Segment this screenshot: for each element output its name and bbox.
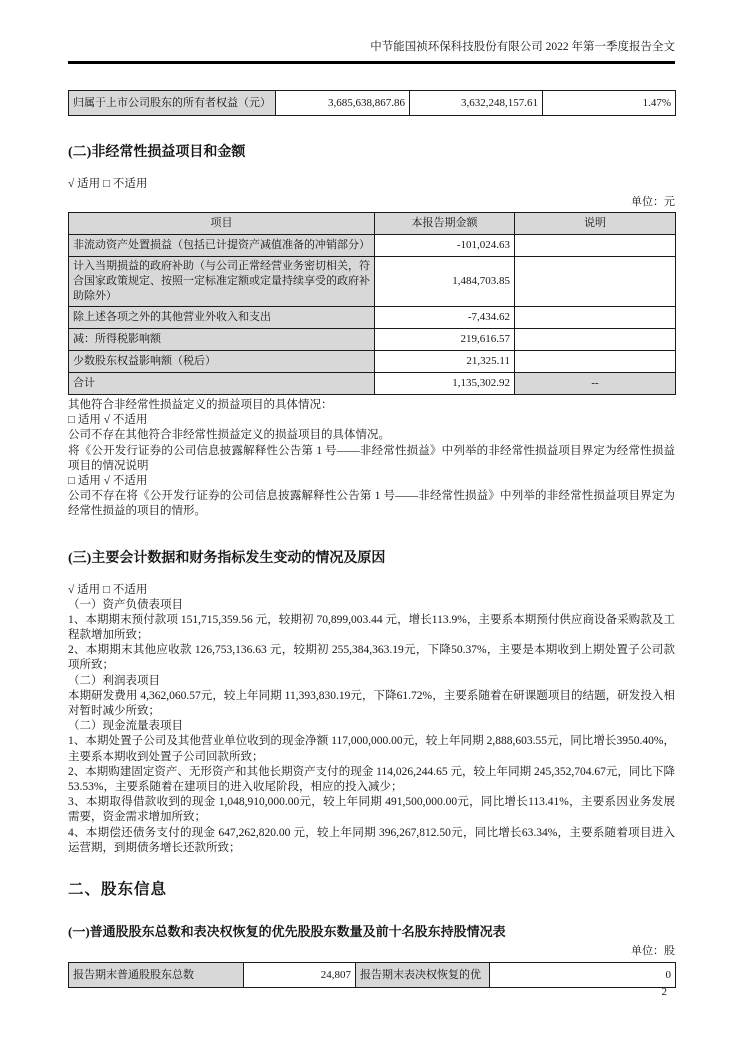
table-row — [69, 91, 676, 116]
section-changes-heading: (三)主要会计数据和财务指标发生变动的情况及原因 — [68, 550, 386, 566]
table-header-row — [69, 213, 676, 235]
table-row — [69, 329, 676, 351]
paragraph: 2、本期购建固定资产、无形资产和其他长期资产支付的现金 114,026,244.65 元，较上年同期 245,352,704.67元，同比下降53.53%，主要系随着在建项目的进入收尾阶段，相应的投入减少； — [68, 765, 675, 794]
equity-previous-value: 3,632,248,157.61 — [410, 91, 543, 116]
nonrecurring-notes — [68, 398, 675, 520]
paragraph: 3、本期取得借款收到的现金 1,048,910,000.00元，较上年同期 491,500,000.00元，同比增长113.41%，主要系因业务发展需要，资金需求增加所致； — [68, 796, 675, 824]
paragraph: 1、本期处置子公司及其他营业单位收到的现金净额 117,000,000.00元，较上年同期 2,888,603.55元，同比增长3950.40%，主要系本期收到处置子公司回款所致； — [68, 735, 675, 763]
col-header-note: 说明 — [515, 213, 676, 235]
row-note — [515, 307, 676, 329]
row-note — [515, 351, 676, 373]
row-item-label: 少数股东权益影响额（税后） — [69, 351, 375, 373]
page-header — [68, 40, 675, 64]
paragraph: 本期研发费用 4,362,060.57元，较上年同期 11,393,830.19元，下降61.72%，主要系随着在研课题项目的结题，研发投入相对暂时减少所致； — [68, 689, 675, 718]
paragraph: （二）现金流量表项目 — [68, 720, 183, 733]
section-nonrecurring-heading: (二)非经常性损益项目和金额 — [68, 145, 246, 160]
preferred-shareholders-label: 报告期末表决权恢复的优 — [356, 963, 490, 988]
common-shareholders-value: 24,807 — [244, 963, 356, 988]
unit-share-label: 单位：股 — [631, 945, 675, 958]
note-line: 公司不存在其他符合非经常性损益定义的损益项目的具体情况。 — [68, 429, 390, 442]
row-item-label: 除上述各项之外的其他营业外收入和支出 — [69, 307, 375, 329]
changes-paragraphs — [68, 598, 675, 856]
paragraph: （二）利润表项目 — [68, 674, 160, 687]
row-note — [515, 257, 676, 307]
paragraph: （一）资产负债表项目 — [68, 598, 183, 611]
table-row-total — [69, 373, 676, 395]
col-header-item: 项目 — [69, 213, 375, 235]
shareholders-table — [68, 962, 676, 988]
total-row-note: -- — [515, 373, 676, 395]
row-amount: -101,024.63 — [375, 235, 515, 257]
row-item-label: 减：所得税影响额 — [69, 329, 375, 351]
table-row — [69, 235, 676, 257]
shareholders-subheading: (一)普通股股东总数和表决权恢复的优先股股东数量及前十名股东持股情况表 — [68, 924, 506, 940]
note-applicable-line: □ 适用 √ 不适用 — [68, 414, 148, 427]
note-line: 将《公开发行证券的公司信息披露解释性公告第 1 号——非经常性损益》中列举的非经常性损益项目界定为经常性损益项目的情况说明 — [68, 444, 675, 472]
row-note — [515, 235, 676, 257]
nonrecurring-items-table — [68, 212, 676, 395]
table-row — [69, 257, 676, 307]
paragraph: 2、本期期末其他应收款 126,753,136.63 元，较期初 255,384,363.19元，下降50.37%，主要是本期收到上期处置子公司款项所致； — [68, 644, 675, 672]
page-number: 2 — [661, 986, 667, 998]
equity-table — [68, 90, 676, 116]
report-title: 中节能国祯环保科技股份有限公司 2022 年第一季度报告全文 — [370, 41, 675, 53]
row-amount: 21,325.11 — [375, 351, 515, 373]
row-item-label: 非流动资产处置损益（包括已计提资产减值准备的冲销部分） — [69, 235, 375, 257]
equity-change-value: 1.47% — [543, 91, 676, 116]
common-shareholders-label: 报告期末普通股股东总数 — [69, 963, 244, 988]
note-applicable-line: □ 适用 √ 不适用 — [68, 475, 148, 488]
row-item-label: 计入当期损益的政府补助（与公司正常经营业务密切相关，符合国家政策规定、按照一定标准定额或定量持续享受的政府补助除外） — [69, 257, 375, 307]
note-line: 公司不存在将《公开发行证券的公司信息披露解释性公告第 1 号——非经常性损益》中列举的非经常性损益项目界定为经常性损益的项目的情形。 — [68, 490, 675, 518]
paragraph: 1、本期期末预付款项 151,715,359.56 元，较期初 70,899,003.44 元，增长113.9%，主要系本期预付供应商设备采购款及工程款增加所致； — [68, 613, 675, 642]
paragraph: 4、本期偿还债务支付的现金 647,262,820.00 元，较上年同期 396,267,812.50元，同比增长63.34%，主要系随着项目进入运营期，到期债务增长还款所致； — [68, 826, 675, 854]
applicable-line: √ 适用 □ 不适用 — [68, 178, 148, 190]
total-row-label: 合计 — [69, 373, 375, 395]
applicable-line: √ 适用 □ 不适用 — [68, 583, 148, 596]
table-row — [69, 963, 676, 988]
section-shareholders-heading: 二、股东信息 — [68, 881, 168, 899]
table-row — [69, 307, 676, 329]
equity-row-label: 归属于上市公司股东的所有者权益（元） — [69, 91, 276, 116]
note-line: 其他符合非经常性损益定义的损益项目的具体情况： — [68, 399, 333, 411]
row-amount: -7,434.62 — [375, 307, 515, 329]
col-header-amount: 本报告期金额 — [375, 213, 515, 235]
total-row-amount: 1,135,302.92 — [375, 373, 515, 395]
preferred-shareholders-value: 0 — [490, 963, 676, 988]
unit-yuan-label: 单位：元 — [631, 196, 675, 208]
row-amount: 219,616.57 — [375, 329, 515, 351]
equity-current-value: 3,685,638,867.86 — [276, 91, 410, 116]
row-note — [515, 329, 676, 351]
table-row — [69, 351, 676, 373]
row-amount: 1,484,703.85 — [375, 257, 515, 307]
